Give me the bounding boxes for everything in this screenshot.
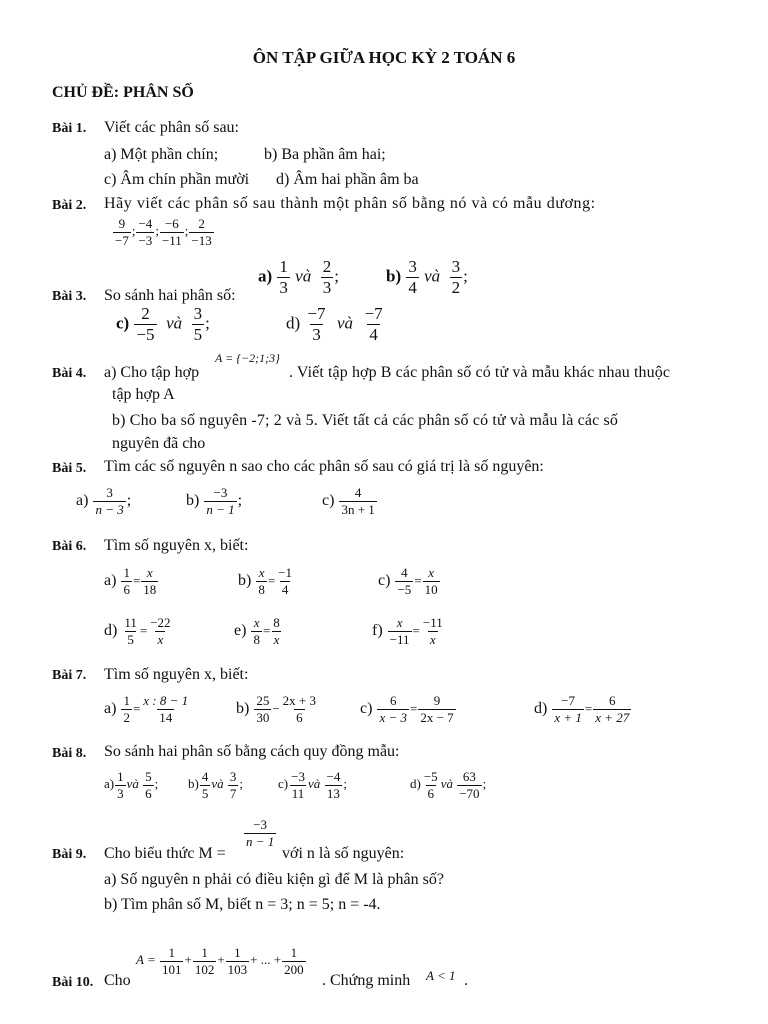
exercise-label: Bài 5. <box>52 461 87 476</box>
exercise-text: d) Âm hai phần âm ba <box>276 171 419 188</box>
compare-pair: a) $\frac{1}{3}$ và $\frac{2}{3}$ ; <box>258 257 339 297</box>
equation-item: e) $\frac{x}{8}$ = $\frac{8}{x}$ <box>234 615 280 647</box>
exercise-text: b) Tìm phân số M, biết n = 3; n = 5; n = -4. <box>104 896 381 913</box>
exercise-label: Bài 9. <box>52 847 87 862</box>
fraction: $\frac{-3}{n - 1}$ <box>246 817 275 849</box>
compare-pair: b) $\frac{4}{5}$ và $\frac{3}{7}$ ; <box>188 769 243 801</box>
exercise-text: Tìm số nguyên x, biết: <box>104 537 249 554</box>
compare-pair: c) $\frac{-3}{11}$ và $\frac{-4}{13}$ ; <box>278 769 347 801</box>
equation-item: f) $\frac{x}{-11}$ = $\frac{-11}{x}$ <box>372 615 443 647</box>
exercise-text: a) Số nguyên n phải có điều kiện gì để M là phân số? <box>104 871 444 888</box>
equation-item: a) $\frac{1}{2}$ = $\frac{x : 8 - 1}{14}$ <box>104 693 189 725</box>
exercise-text: . Viết tập hợp B các phân số có tử và mẫu khác nhau thuộc <box>289 364 671 381</box>
exercise-label: Bài 10. <box>52 975 94 990</box>
fraction-item: c) $\frac{4}{3n + 1}$ <box>322 485 375 517</box>
compare-pair: d) $\frac{-7}{3}$ và $\frac{-7}{4}$ <box>286 304 383 344</box>
equation-item: a) $\frac{1}{6}$ = $\frac{x}{18}$ <box>104 565 157 597</box>
fraction-item: b) $\frac{-3}{n - 1}$ ; <box>186 485 243 517</box>
equation-item: c) $\frac{4}{-5}$ = $\frac{x}{10}$ <box>378 565 438 597</box>
exercise-text: c) Âm chín phần mười <box>104 171 250 188</box>
exercise-text: a) Một phần chín; <box>104 146 219 163</box>
exercise-text: a) Cho tập hợp <box>104 364 200 381</box>
exercise-label: Bài 8. <box>52 746 87 761</box>
exercise-text: Tìm số nguyên x, biết: <box>104 666 249 683</box>
page-title: ÔN TẬP GIỮA HỌC KỲ 2 TOÁN 6 <box>252 48 516 67</box>
exercise-label: Bài 3. <box>52 289 87 304</box>
exercise-label: Bài 4. <box>52 366 87 381</box>
equation-item: c) $\frac{6}{x - 3}$ = $\frac{9}{2x - 7}$ <box>360 693 454 725</box>
exercise-text: b) Cho ba số nguyên -7; 2 và 5. Viết tất cả các phân số có tử và mẫu là các số <box>112 412 619 429</box>
exercise-text: . Chứng minh <box>322 972 411 989</box>
equation-item: d) $\frac{11}{5}$ = $\frac{-22}{x}$ <box>104 615 171 647</box>
equation-item: d) $\frac{-7}{x + 1}$ = $\frac{6}{x + 27}$ <box>534 693 630 725</box>
exercise-text: So sánh hai phân số bằng cách quy đồng mẫu: <box>104 743 400 760</box>
equation-item: b) $\frac{25}{30}$ − $\frac{2x + 3}{6}$ <box>236 693 317 725</box>
exercise-label: Bài 7. <box>52 668 87 683</box>
exercise-text: b) Ba phần âm hai; <box>264 146 386 163</box>
fraction-item: a) $\frac{3}{n - 3}$ ; <box>76 485 132 517</box>
exercise-text: Cho biểu thức M = <box>104 845 226 862</box>
sum-expression: A = $\frac{1}{101}$ + $\frac{1}{102}$ + $\frac{1}{103}$ + ... + $\frac{1}{200}$ <box>136 945 304 977</box>
exercise-label: Bài 2. <box>52 198 87 213</box>
compare-pair: d) $\frac{-5}{6}$ và $\frac{63}{-70}$ ; <box>410 769 487 801</box>
fraction: $\frac{-4}{-3}$ <box>138 216 153 248</box>
fraction: $\frac{9}{-7}$ <box>115 216 129 248</box>
compare-pair: c) $\frac{2}{-5}$ và $\frac{3}{5}$ ; <box>116 304 210 344</box>
exercise-text: Hãy viết các phân số sau thành một phân số bằng nó và có mẫu dương: <box>104 195 596 212</box>
exercise-text: nguyên đã cho <box>112 435 206 452</box>
exercise-text: Viết các phân số sau: <box>104 119 239 136</box>
exercise-label: Bài 1. <box>52 121 87 136</box>
exercise-label: Bài 6. <box>52 539 87 554</box>
topic-heading: CHỦ ĐỀ: PHÂN SỐ <box>52 84 194 101</box>
inequality: A < 1 <box>426 968 456 983</box>
exercise-text: tập hợp A <box>112 386 175 403</box>
set-notation: A = {−2;1;3} <box>215 351 280 365</box>
compare-pair: b) $\frac{3}{4}$ và $\frac{3}{2}$ ; <box>386 257 468 297</box>
exercise-text: Cho <box>104 972 131 989</box>
exercise-text: Tìm các số nguyên n sao cho các phân số sau có giá trị là số nguyên: <box>104 458 544 475</box>
exercise-text: với n là số nguyên: <box>282 845 405 862</box>
compare-pair: a) $\frac{1}{3}$ và $\frac{5}{6}$ ; <box>104 769 159 801</box>
exercise-text: . <box>464 972 468 989</box>
fraction: $\frac{2}{-13}$ <box>191 216 212 248</box>
fraction-list: $\frac{9}{-7}$ ; $\frac{-4}{-3}$ ; $\frac{-6}{-11}$ ; $\frac{2}{-13}$ <box>115 216 212 248</box>
equation-item: b) $\frac{x}{8}$ = $\frac{-1}{4}$ <box>238 565 293 597</box>
exercise-text: So sánh hai phân số: <box>104 287 236 304</box>
fraction: $\frac{-6}{-11}$ <box>161 216 182 248</box>
